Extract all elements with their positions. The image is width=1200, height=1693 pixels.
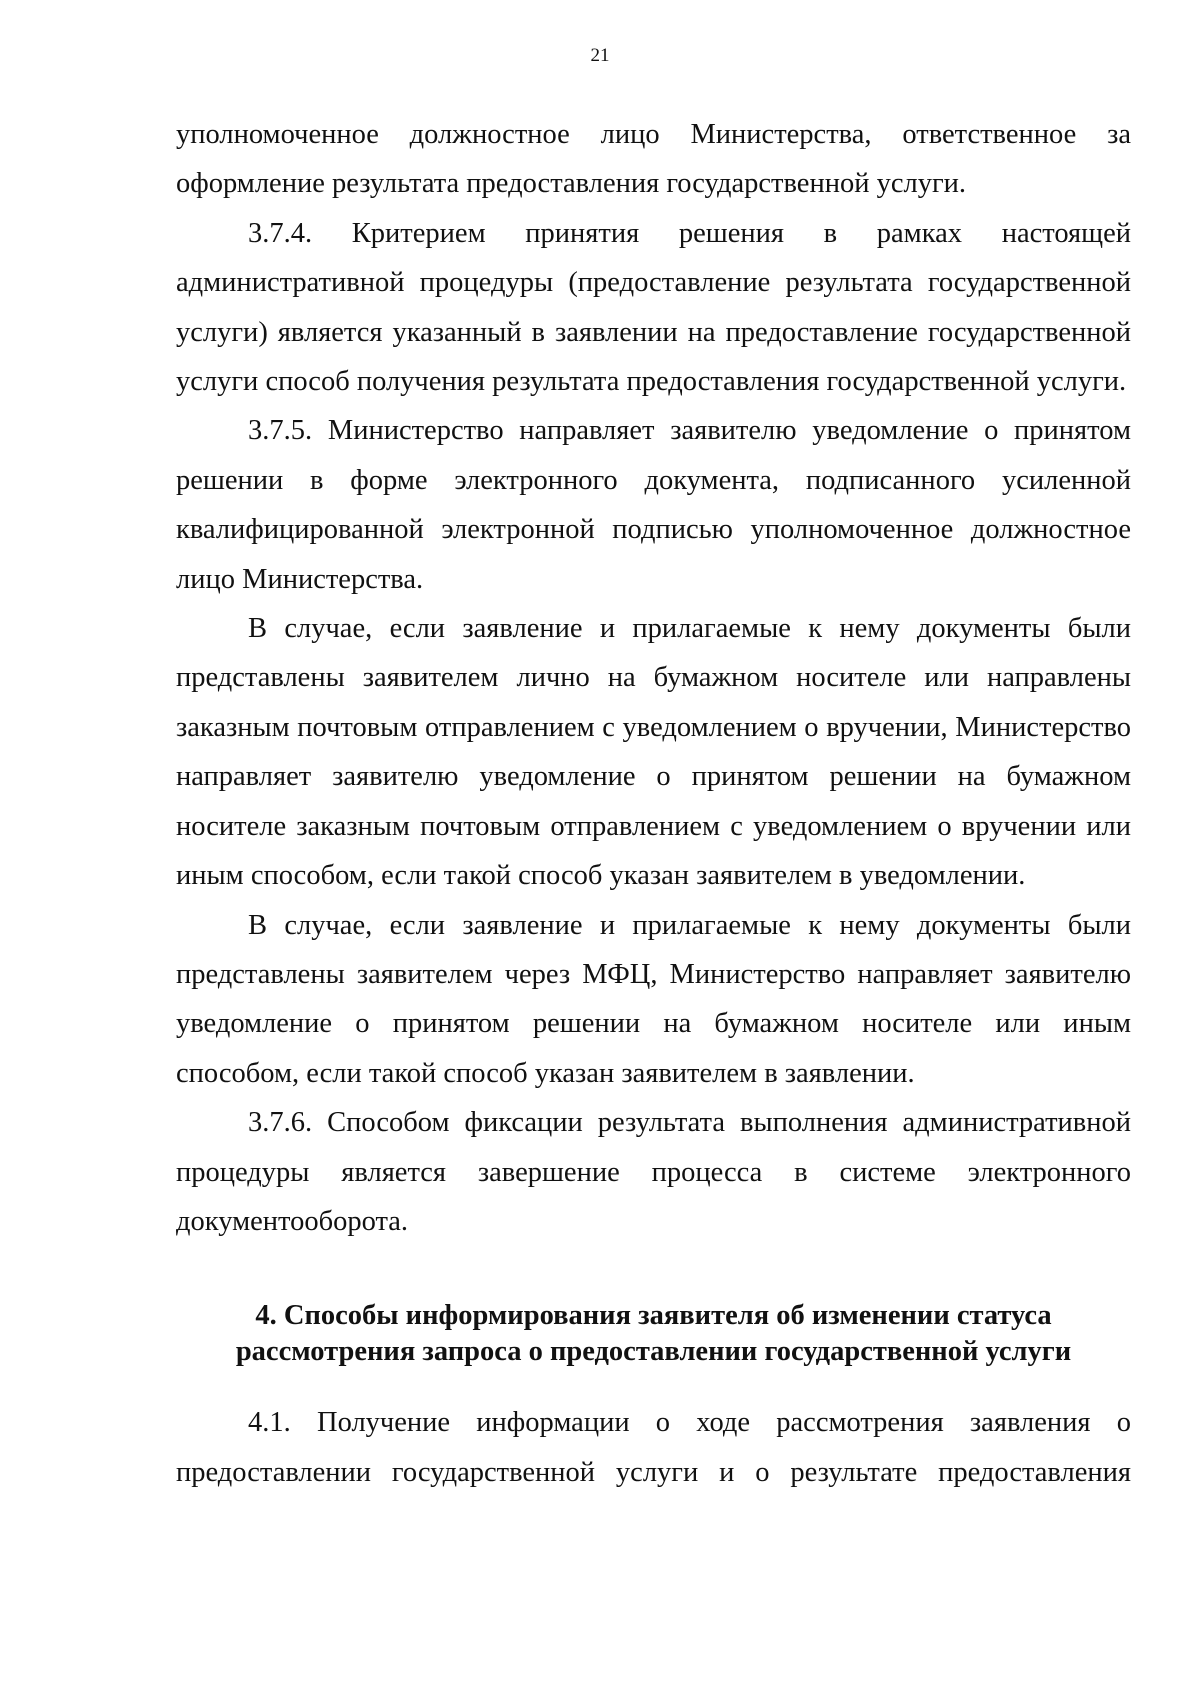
section-heading-line-1: 4. Способы информирования заявителя об изменении статуса (255, 1300, 1052, 1332)
paragraph-paper-delivery: В случае, если заявление и прилагаемые к нему документы были представлены заявителем лично на бумажном носителе или направлены заказным почтовым отправлением с уведомлением о вручении, Министерство направляет заявителю уведомление о принятом решении на бумажном носителе заказным почтовым отправлением с уведомлением о вручении или иным способом, если такой способ указан заявителем в уведомлении. (176, 613, 1131, 892)
paragraph-3-7-5: 3.7.5. Министерство направляет заявителю уведомление о принятом решении в форме электронного документа, подписанного усиленной квалифицированной электронной подписью уполномоченное должностное лицо Министерства. (176, 415, 1131, 595)
section-heading (176, 1298, 1131, 1370)
paragraph-mfc-delivery: В случае, если заявление и прилагаемые к нему документы были представлены заявителем через МФЦ, Министерство направляет заявителю уведомление о принятом решении на бумажном носителе или иным способом, если такой способ указан заявителем в заявлении. (176, 909, 1131, 1089)
paragraph-3-7-6: 3.7.6. Способом фиксации результата выполнения административной процедуры является завершение процесса в системе электронного документооборота. (176, 1107, 1131, 1237)
paragraph-4-1: 4.1. Получение информации о ходе рассмотрения заявления о предоставлении государственной услуги и о результате предоставления (176, 1407, 1131, 1488)
paragraph-3-7-4: 3.7.4. Критерием принятия решения в рамках настоящей административной процедуры (предоставление результата государственной услуги) является указанный в заявлении на предоставление государственной услуги способ получения результата предоставления государственной услуги. (176, 217, 1131, 398)
document-body (176, 110, 1131, 1497)
paragraph-continuation: уполномоченное должностное лицо Министерства, ответственное за оформление результата предоставления государственной услуги. (176, 119, 1131, 200)
section-heading-line-2: рассмотрения запроса о предоставлении государственной услуги (235, 1336, 1072, 1368)
page-number: 21 (590, 45, 610, 66)
